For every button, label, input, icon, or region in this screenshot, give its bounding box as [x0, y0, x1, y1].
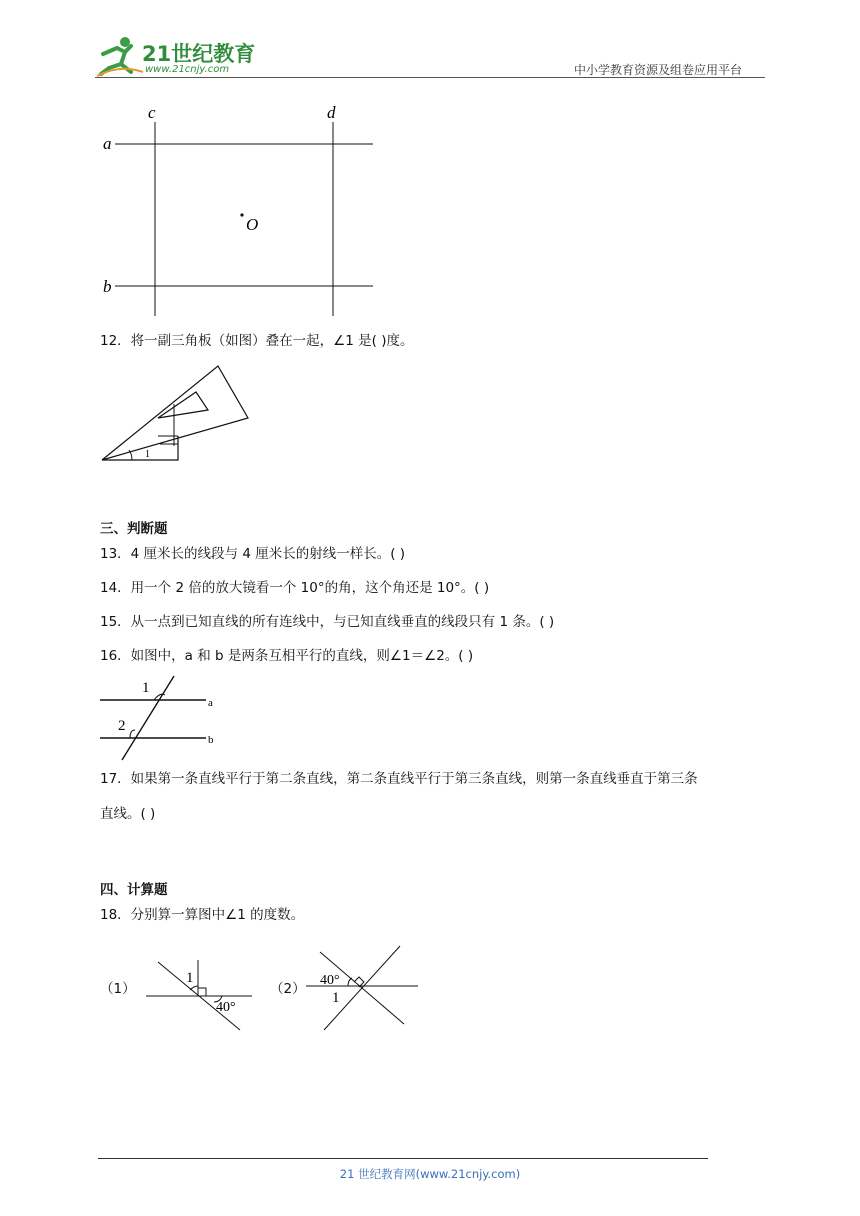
label-a: a: [103, 134, 112, 153]
question-16: 16．如图中，a 和 b 是两条互相平行的直线，则∠1＝∠2。( ): [100, 648, 474, 664]
line-b-label: b: [208, 734, 214, 746]
angle-figure-1: [142, 958, 257, 1036]
runner-logo-icon: [95, 34, 145, 78]
section-4-title: 四、计算题: [100, 882, 168, 898]
label-o: O: [246, 215, 259, 234]
angle-2-label: 2: [118, 718, 126, 734]
logo-text: 21世纪教育: [142, 42, 256, 66]
angle-1-label: 1: [142, 680, 150, 696]
figure-1-index: （1）: [100, 981, 136, 997]
question-15: 15．从一点到已知直线的所有连线中，与已知直线垂直的线段只有 1 条。( ): [100, 614, 555, 630]
question-17-line1: 17．如果第一条直线平行于第二条直线，第二条直线平行于第三条直线，则第一条直线垂直于第三条: [100, 771, 698, 787]
parallel-transversal-figure: [98, 674, 224, 762]
parallel-lines-figure: [95, 98, 385, 320]
question-13: 13．4 厘米长的线段与 4 厘米长的射线一样长。( ): [100, 546, 406, 562]
fig1-angle-1-label: 1: [186, 970, 194, 986]
angle-figure-2: [304, 944, 420, 1034]
label-c: c: [148, 103, 156, 122]
question-18: 18．分别算一算图中∠1 的度数。: [100, 907, 305, 923]
footer-text: 21 世纪教育网(www.21cnjy.com): [339, 1167, 521, 1181]
header-platform-text: 中小学教育资源及组卷应用平台: [574, 63, 743, 77]
logo-url: www.21cnjy.com: [145, 64, 230, 75]
line-a-label: a: [208, 697, 213, 709]
angle-1-label: 1: [145, 449, 150, 460]
label-d: d: [327, 103, 336, 122]
fig1-given-angle: 40°: [216, 1000, 236, 1015]
set-square-figure: [98, 364, 254, 464]
fig2-angle-1-label: 1: [332, 990, 340, 1006]
question-17-line2: 直线。( ): [100, 806, 156, 822]
question-14: 14．用一个 2 倍的放大镜看一个 10°的角，这个角还是 10°。( ): [100, 580, 490, 596]
footer-divider: [98, 1158, 708, 1159]
figure-2-index: （2）: [270, 981, 306, 997]
question-12: 12．将一副三角板（如图）叠在一起，∠1 是( )度。: [100, 333, 414, 349]
label-b: b: [103, 277, 112, 296]
header-divider: [95, 77, 765, 78]
section-3-title: 三、判断题: [100, 521, 168, 537]
fig2-given-angle: 40°: [320, 973, 340, 988]
